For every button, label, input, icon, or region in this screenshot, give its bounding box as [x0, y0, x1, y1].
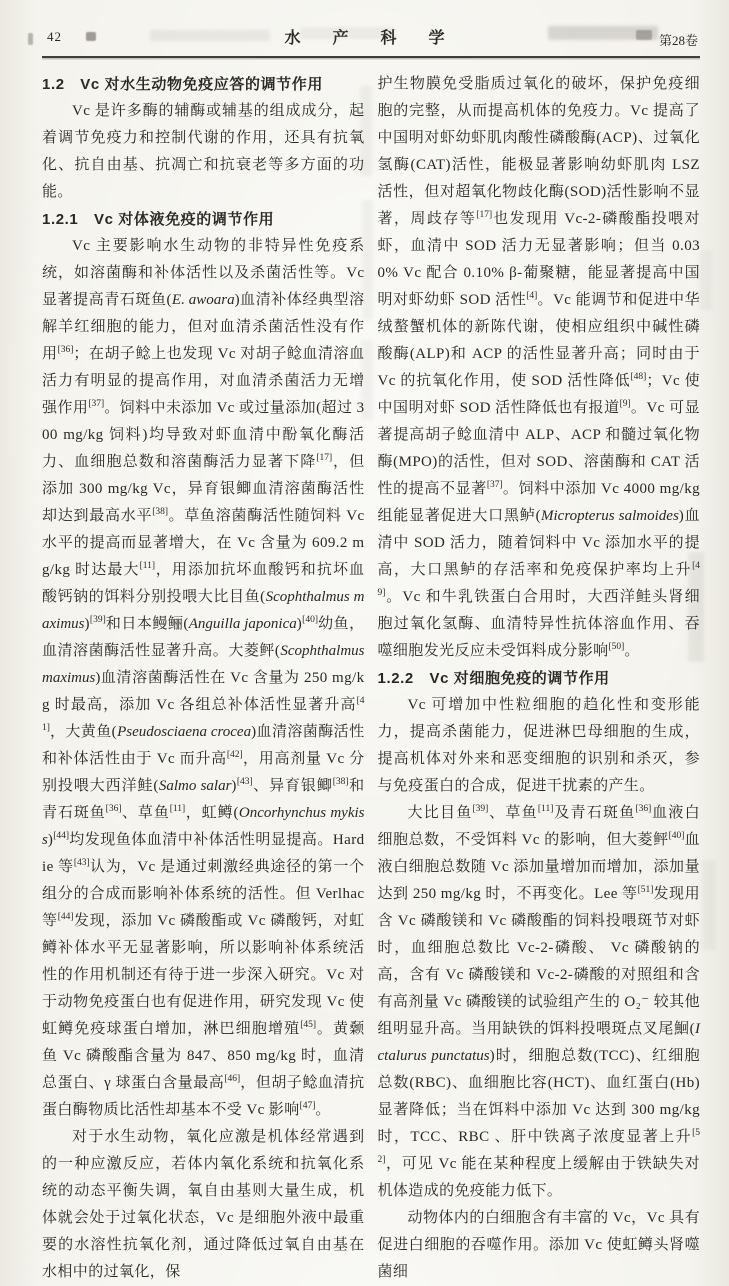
right-column [378, 71, 701, 1286]
species-name: Oncorhynchus mykiss [42, 805, 365, 848]
reference-marker: [39] [89, 615, 106, 625]
text-run: ；Vc 使中国明对虾 SOD 活性降低也有报道 [377, 373, 701, 416]
reference-marker: [44] [57, 912, 74, 922]
reference-marker: [45] [300, 1020, 317, 1030]
text-run: ；在胡子鲶上也发现 Vc 对胡子鲶血清溶血活力有明显的提高作用，对血清杀菌活力无增强作用 [42, 346, 365, 416]
left-column [42, 71, 365, 1286]
text-run: ，虹鳟( [185, 805, 239, 821]
text-run: ，用添加抗坏血酸钙和抗坏血酸钙钠的饵料分别投喂大比目鱼( [42, 562, 365, 605]
reference-marker: [48] [630, 372, 647, 382]
reference-marker: [51] [637, 885, 654, 895]
text-run: Vc 可增加中性粒细胞的趋化性和变形能力，提高杀菌能力，促进淋巴母细胞的生成，提高机体对外来和恶变细胞的识别和杀灭，参与免疫蛋白的合成，促进干扰素的产生。 [377, 697, 700, 794]
text-run: ，可见 Vc 能在某种程度上缓解由于铁缺失对机体造成的免疫能力低下。 [377, 1156, 700, 1199]
reference-marker: [50] [608, 642, 625, 652]
reference-marker: [11] [537, 804, 554, 814]
text-run: 1.2.1 Vc 对体液免疫的调节作用 [42, 211, 275, 228]
species-name: Salmo salar [158, 778, 232, 794]
text-run: ，但添加 300 mg/kg Vc，异育银鲫血清溶菌酶活性却达到最高水平 [42, 454, 365, 524]
text-run: 1.2.2 Vc 对细胞免疫的调节作用 [377, 670, 610, 687]
text-run: )时，细胞总数(TCC)、红细胞总数(RBC)、血细胞比容(HCT)、血红蛋白(Hb)显著降低；当在饵料中添加 Vc 达到 300 mg/kg 时，TCC、RBC 、肝中铁离子浓度显著上升 [377, 1048, 700, 1145]
paragraph [42, 1124, 365, 1286]
section-heading [378, 665, 701, 692]
reference-marker: [17] [476, 210, 493, 220]
text-run: 1.2 Vc 对水生动物免疫应答的调节作用 [42, 76, 323, 93]
reference-marker: [4] [526, 291, 538, 301]
reference-marker: [9] [619, 399, 631, 409]
reference-marker: [36] [57, 345, 74, 355]
section-heading [42, 206, 365, 233]
text-columns [42, 71, 700, 1286]
reference-marker: [47] [299, 1101, 316, 1111]
header-rule [42, 56, 700, 58]
reference-marker: [11] [139, 561, 156, 571]
reference-marker: [36] [635, 804, 652, 814]
reference-marker: [17] [316, 453, 333, 463]
text-run: Vc 是许多酶的辅酶或辅基的组成成分，起着调节免疫力和控制代谢的作用，还具有抗氧化、抗自由基、抗凋亡和抗衰老等多方面的功能。 [42, 103, 365, 200]
reference-marker: [11] [169, 804, 186, 814]
text-run: 、异育银鲫 [252, 778, 333, 794]
reference-marker: [52] [377, 1128, 700, 1165]
reference-marker: [40] [668, 831, 685, 841]
species-name: Ictalurus punctatus [377, 1021, 700, 1064]
text-run: 。饲料中添加 Vc 4000 mg/kg 组能显著促进大口黑鲈( [377, 481, 700, 524]
reference-marker: [37] [486, 480, 503, 490]
species-name: Micropterus salmoides [541, 508, 679, 524]
text-run: ，用高剂量 Vc 分别投喂大西洋鲑( [42, 751, 365, 794]
text-run: ) [231, 778, 237, 794]
text-run: 发现，添加 Vc 磷酸酯或 Vc 磷酸钙，对虹鳟补体水平无显著影响，所以影响补体系统活性的作用机制还有待于进一步深入研究。Vc 对于动物免疫蛋白也有促进作用，研究发现 Vc 使虹鳟免疫球蛋白增加，淋巴细胞增殖 [42, 913, 365, 1037]
text-run: 、草鱼 [121, 805, 170, 821]
reference-marker: [36] [105, 804, 122, 814]
reference-marker: [49] [377, 561, 700, 598]
reference-marker: [43] [73, 858, 90, 868]
reference-marker: [41] [42, 696, 365, 733]
reference-marker: [37] [88, 399, 105, 409]
text-run: 护生物膜免受脂质过氧化的破坏，保护免疫细胞的完整，从而提高机体的免疫力。Vc 提高了中国明对虾幼虾肌肉酸性磷酸酶(ACP)、过氧化氢酶(CAT)活性，能极显著影响幼虾肌肉 LSZ 活性，但对超氧化物歧化酶(SOD)活性影响不显著，周歧存等 [377, 76, 700, 227]
text-run: 。Vc 能调节和促进中华绒螯蟹机体的新陈代谢，使相应组织中碱性磷酸酶(ALP)和 ACP 的活性显著升高；同时由于 Vc 的抗氧化作用，使 SOD 活性降低 [377, 292, 700, 389]
section-heading [42, 71, 365, 98]
reference-marker: [40] [302, 615, 318, 625]
text-run: 。 [624, 643, 640, 659]
paragraph [378, 71, 701, 665]
page-number: 42 [47, 29, 62, 44]
reference-marker: [42] [226, 750, 243, 760]
text-run: ) [296, 616, 303, 632]
text-run: 血液白细胞总数随 Vc 添加量增加而增加，添加量达到 250 mg/kg 时，不再变化。Lee 等 [377, 832, 700, 902]
species-name: Anguilla japonica [188, 616, 297, 632]
text-run: 和日本鳗鲡( [105, 616, 189, 632]
text-run: 也发现用 Vc-2-磷酸酯投喂对虾，血清中 SOD 活力无显著影响；但当 0.030% Vc 配合 0.10% β-葡聚糖，能显著提高中国明对虾幼虾 SOD 活性 [377, 211, 700, 308]
text-run: 认为，Vc 是通过刺激经典途径的第一个组分的合成而影响补体系统的活性。但 Verlhac 等 [42, 859, 365, 929]
species-name: Scophthalmus maximus [42, 589, 365, 632]
text-run: 幼鱼，血清溶菌酶活性显著升高。大菱鲆( [42, 616, 365, 659]
text-run: )血清溶菌酶活性在 Vc 含量为 250 mg/kg 时最高，添加 Vc 各组总补体活性显著升高 [42, 670, 365, 713]
reference-marker: [44] [53, 831, 70, 841]
reference-marker: [39] [472, 804, 489, 814]
volume-label: 第28卷 [658, 33, 698, 48]
reference-marker: [46] [224, 1074, 241, 1084]
text-run: 。黄颡鱼 Vc 磷酸酯含量为 847、850 mg/kg 时，血清总蛋白、γ 球蛋白含量最高 [42, 1021, 365, 1091]
text-run: ) [47, 832, 54, 848]
species-name: Scophthalmus maximus [42, 643, 365, 686]
text-run: 。Vc 和牛乳铁蛋白合用时，大西洋鲑头肾细胞过氧化氢酶、血清特异性抗体溶血作用、吞噬细胞发光反应未受饵料成分影响 [377, 589, 700, 659]
text-run: 均发现鱼体血清中补体活性明显提高。Hardie 等 [42, 832, 365, 875]
species-name: Pseudosciaena crocea [117, 724, 252, 740]
text-run: 动物体内的白细胞含有丰富的 Vc，Vc 具有促进白细胞的吞噬作用。添加 Vc 使虹鳟头肾噬菌细 [377, 1210, 700, 1280]
species-name: E. awoara [171, 292, 235, 308]
text-run: 及青石斑鱼 [553, 805, 636, 821]
text-run: 。Vc 可显著提高胡子鲶血清中 ALP、ACP 和髓过氧化物酶(MPO)的活性，但对 SOD、溶菌酶和 CAT 活性的提高不显著 [377, 400, 701, 497]
text-run: 大比目鱼 [407, 805, 473, 821]
reference-marker: [38] [332, 777, 349, 787]
text-run: ，但胡子鲶血清抗蛋白酶物质比活性却基本不受 Vc 影响 [42, 1075, 365, 1118]
paragraph [42, 98, 365, 206]
text-run: ，大黄鱼( [49, 724, 118, 740]
paragraph [378, 692, 701, 800]
text-run: 对于水生动物，氧化应激是机体经常遇到的一种应激反应，若体内氧化系统和抗氧化系统的动态平衡失调，氧自由基则大量生成，机体就会处于过氧化状态，Vc 是细胞外液中最重要的水溶性抗氧化剂，通过降低过氧自由基在水相中的过氧化，保 [42, 1129, 365, 1280]
text-run: 。 [315, 1102, 331, 1118]
text-run: 和青石斑鱼 [42, 778, 365, 821]
reference-marker: [43] [236, 777, 253, 787]
text-run: 。草鱼溶菌酶活性随饲料 Vc 水平的提高而显著增大，在 Vc 含量为 609.2 mg/kg 时达最大 [42, 508, 365, 578]
text-run: )血清补体经典型溶解羊红细胞的能力，但对血清杀菌活性没有作用 [42, 292, 365, 362]
page-header [42, 25, 700, 49]
paragraph [378, 800, 701, 1205]
paragraph [378, 1205, 701, 1286]
paragraph [42, 233, 365, 1124]
text-run: ) [84, 616, 90, 632]
text-run: 。饲料中未添加 Vc 或过量添加(超过 300 mg/kg 饲料)均导致对虾血清中酚氧化酶活力、血细胞总数和溶菌酶活力显著下降 [42, 400, 365, 470]
text-run: )血清溶菌酶活性和补体活性由于 Vc 而升高 [42, 724, 365, 767]
text-run: )血清中 SOD 活力，随着饲料中 Vc 添加水平的提高，大口黑鲈的存活率和免疫保护率均上升 [377, 508, 700, 578]
reference-marker: [38] [152, 507, 169, 517]
text-run: 血液白细胞总数，不受饵料 Vc 的影响，但大菱鲆 [377, 805, 700, 848]
text-run: Vc 主要影响水生动物的非特异性免疫系统，如溶菌酶和补体活性以及杀菌活性等。Vc 显著提高青石斑鱼( [42, 238, 365, 308]
text-run: 、草鱼 [488, 805, 538, 821]
journal-title: 水 产 科 学 [284, 30, 458, 47]
text-run: 发现用含 Vc 磷酸镁和 Vc 磷酸酯的饲料投喂斑节对虾时，血细胞总数比 Vc-2-磷酸、 Vc 磷酸钠的高，含有 Vc 磷酸镁和 Vc-2-磷酸的对照组和含有高剂量 Vc 磷酸镁的试验组产生的 O₂⁻ 较其他组明显升高。当用缺铁的饵料投喂斑点叉尾鮰( [377, 886, 700, 1037]
